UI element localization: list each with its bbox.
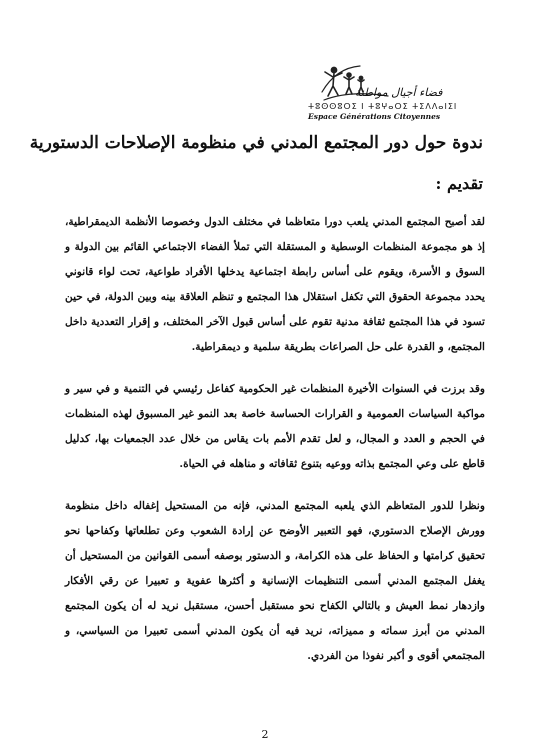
logo-arabic-text: فضاء أجيال مواطنة [355,86,443,99]
paragraph-text: لقد أصبح المجتمع المدني يلعب دورا متعاظما في مختلف الدول وخصوصا الأنظمة الديمقراطية، إذ هو مجموعة المنظمات الوسطية و المستقلة التي تملأ الفضاء الاجتماعي القائم بين الدولة و السوق و الأسرة، ويقوم على أساس رابطة اجتماعية يدخلها الأفراد طواعية، تحت لواء قانوني يحدد مجموعة الحقوق التي تكفل استقلال هذا المجتمع و تنظم العلاقة بينه وبين الدولة، في حين تسود في هذا المجتمع ثقافة مدنية تقوم على أساس قبول الآخر المختلف، و إقرار التعددية داخل المجتمع، و القدرة على حل الصراعات بطريقة سلمية و ديمقراطية. [65,216,485,353]
figures-logo-icon [320,62,392,106]
document-title: ندوة حول دور المجتمع المدني في منظومة الإصلاحات الدستورية [29,133,483,153]
paragraph [65,377,485,477]
logo-tifinagh-text: ⵜⵓⵙⵙⵓⵔⵉ ⵏ ⵜⵓⵖⴰⵔⵉ ⵜⵉⴷⴷⴰⵏⵉⵏ [308,102,458,111]
paragraph [65,494,485,669]
document-body [65,210,485,686]
logo-french-text: Espace Générations Citoyennes [308,112,441,121]
paragraph [65,210,485,360]
organization-logo [300,62,458,128]
paragraph-text: وقد برزت في السنوات الأخيرة المنظمات غير الحكومية كفاعل رئيسي في التنمية و في سير و مواكبة السياسات العمومية و القرارات الحساسة خاصة بعد النمو غير المسبوق لهذه المنظمات في الحجم و العدد و المجال، و لعل تقدم الأمم بات يقاس من خلال عدد الجمعيات بها، كدليل قاطع على وعي المجتمع بذاته ووعيه بتنوع ثقافاته و مناهله في الحياة. [65,383,485,470]
section-heading: تقديم : [435,174,483,193]
page-number: 2 [261,728,269,741]
paragraph-text: ونظرا للدور المتعاظم الذي يلعبه المجتمع المدني، فإنه من المستحيل إغفاله داخل منظومة وورش الإصلاح الدستوري، فهو التعبير الأوضح عن إرادة الشعوب وعن تطلعاتها وكفاحها نحو تحقيق كرامتها و الحفاظ على هذه الكرامة، و الدستور بوصفه أسمى القوانين من المستحيل أن يغفل المجتمع المدني أسمى التنظيمات الإنسانية و أكثرها عفوية و تعبيرا عن رقي الأفكار وازدهار نمط العيش و بالتالي الكفاح نحو مستقبل أحسن، مستقبل نريد له أن يكون المجتمع المدني من أبرز سماته و مميزاته، نريد فيه أن يكون المدني أسمى تعبيرا من السياسي، و المجتمعي أقوى و أكبر نفوذا من الفردي. [65,500,485,662]
